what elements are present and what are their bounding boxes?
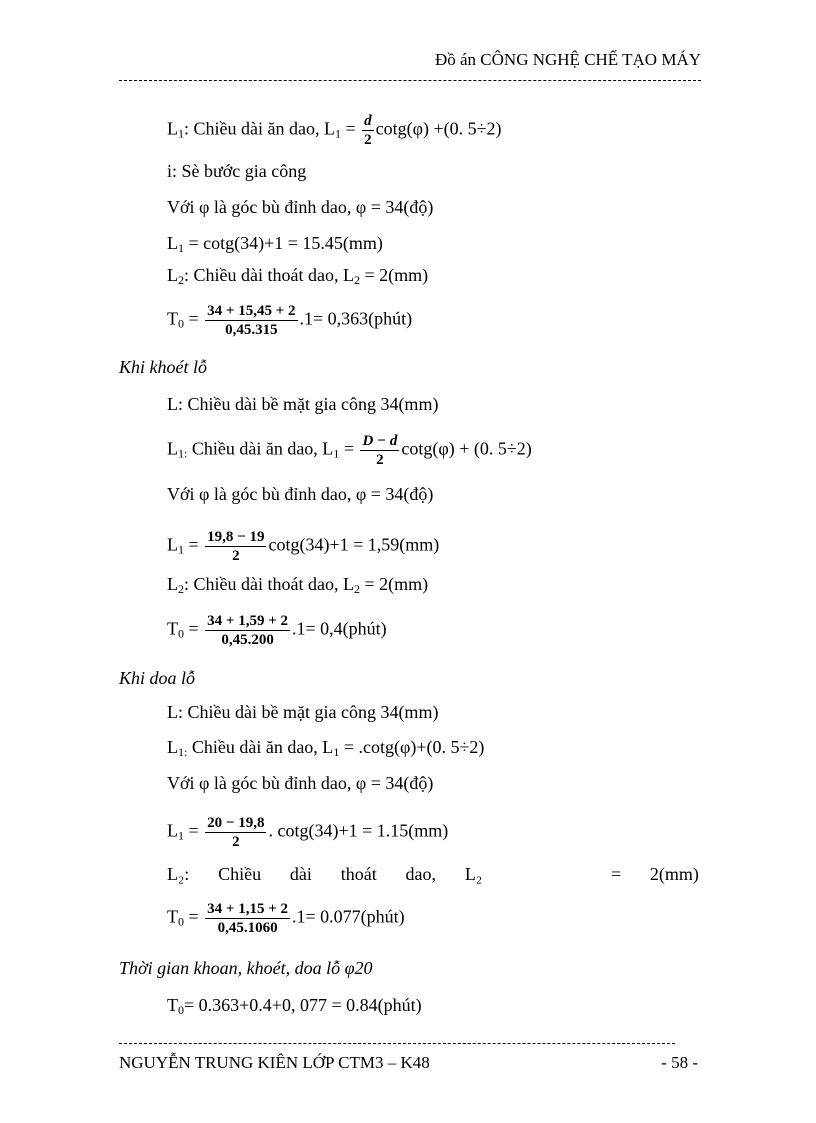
s4-title: Thời gian khoan, khoét, doa lỗ φ20	[119, 958, 373, 978]
s3-l1-calc: $L_1$ = $\frac{20 - 19,8}{2}$ . cotg(34)+1 = 1.15(mm)	[167, 815, 449, 850]
fraction: $\frac{19,8 - 19}{2}$	[207, 529, 265, 564]
fraction: $\frac{D - d}{2}$	[362, 433, 398, 468]
fraction: $\frac{34 + 1,59 + 2}{0,45.200}$	[207, 613, 289, 648]
s2-l1-calc: $L_1$ = $\frac{19,8 - 19}{2}$ cotg(34)+1 = 1,59(mm)	[167, 529, 440, 564]
s1-l2-line: $L_2$: Chiều dài thoát dao, $L_2 = 2(mm)$	[167, 265, 429, 287]
header-title: Đồ án CÔNG NGHỆ CHẾ TẠO MÁY	[434, 50, 701, 69]
footer-author: NGUYỄN TRUNG KIÊN LỚP CTM3 – K48	[119, 1053, 430, 1072]
header-divider	[119, 80, 701, 81]
s2-phi-line: Với φ là góc bù đỉnh dao, φ = 34(độ)	[167, 484, 434, 504]
fraction: $\frac{34 + 1,15 + 2}{0,45.1060}$	[207, 901, 289, 936]
fraction: $\frac{d}{2}$	[364, 113, 372, 148]
s2-l1-def: $L_{1:}$ Chiều dài ăn dao, $L_1$ = $\frac{D - d}{2}$ cotg(φ) + (0. 5÷2)	[167, 433, 532, 468]
s2-t0-line: $T_0$ = $\frac{34 + 1,59 + 2}{0,45.200}$ .1= 0,4(phút)	[167, 613, 387, 648]
s3-l-line: L: Chiều dài bề mặt gia công 34(mm)	[167, 702, 439, 722]
s2-l-line: L: Chiều dài bề mặt gia công 34(mm)	[167, 394, 439, 414]
s1-t0-line: $T_0$ = $\frac{34 + 15,45 + 2}{0,45.315}$ .1= 0,363(phút)	[167, 303, 413, 338]
s4-t0-line: $T_0= 0.363+0.4+0$, 077 = 0.84(phút)	[167, 995, 422, 1017]
s1-l1-def: $L_1$: Chiều dài ăn dao, $L_1$ = $\frac{d}{2}$ cotg(φ) +(0. 5÷2)	[167, 113, 502, 148]
s2-title: Khi khoét lỗ	[119, 357, 207, 377]
s3-phi-line: Với φ là góc bù đỉnh dao, φ = 34(độ)	[167, 773, 434, 793]
s2-l2-line: $L_2$: Chiều dài thoát dao, $L_2 = 2(mm)$	[167, 574, 429, 596]
s1-l1-calc: $L_1 = \cot g(34)+1 = 15.45(mm)$	[167, 233, 383, 255]
footer-divider	[119, 1043, 675, 1044]
s3-t0-line: $T_0$ = $\frac{34 + 1,15 + 2}{0,45.1060}$ .1= 0.077(phút)	[167, 901, 405, 936]
s3-title: Khi doa lỗ	[119, 668, 196, 688]
fraction: $\frac{20 - 19,8}{2}$	[207, 815, 265, 850]
page-number: - 58 -	[661, 1053, 698, 1072]
fraction: $\frac{34 + 15,45 + 2}{0,45.315}$	[207, 303, 296, 338]
s3-l2-line: L₂: Chiều dài thoát dao, L₂ = 2(mm)	[167, 864, 699, 884]
s1-i-line: i: Sè bước gia công	[167, 161, 307, 181]
s1-phi-line: Với φ là góc bù đỉnh dao, φ = 34(độ)	[167, 197, 434, 217]
s3-l1-def: $L_{1:}$ Chiều dài ăn dao, $L_1 = .\cot g(\varphi)+(0$. 5÷2)	[167, 737, 485, 759]
